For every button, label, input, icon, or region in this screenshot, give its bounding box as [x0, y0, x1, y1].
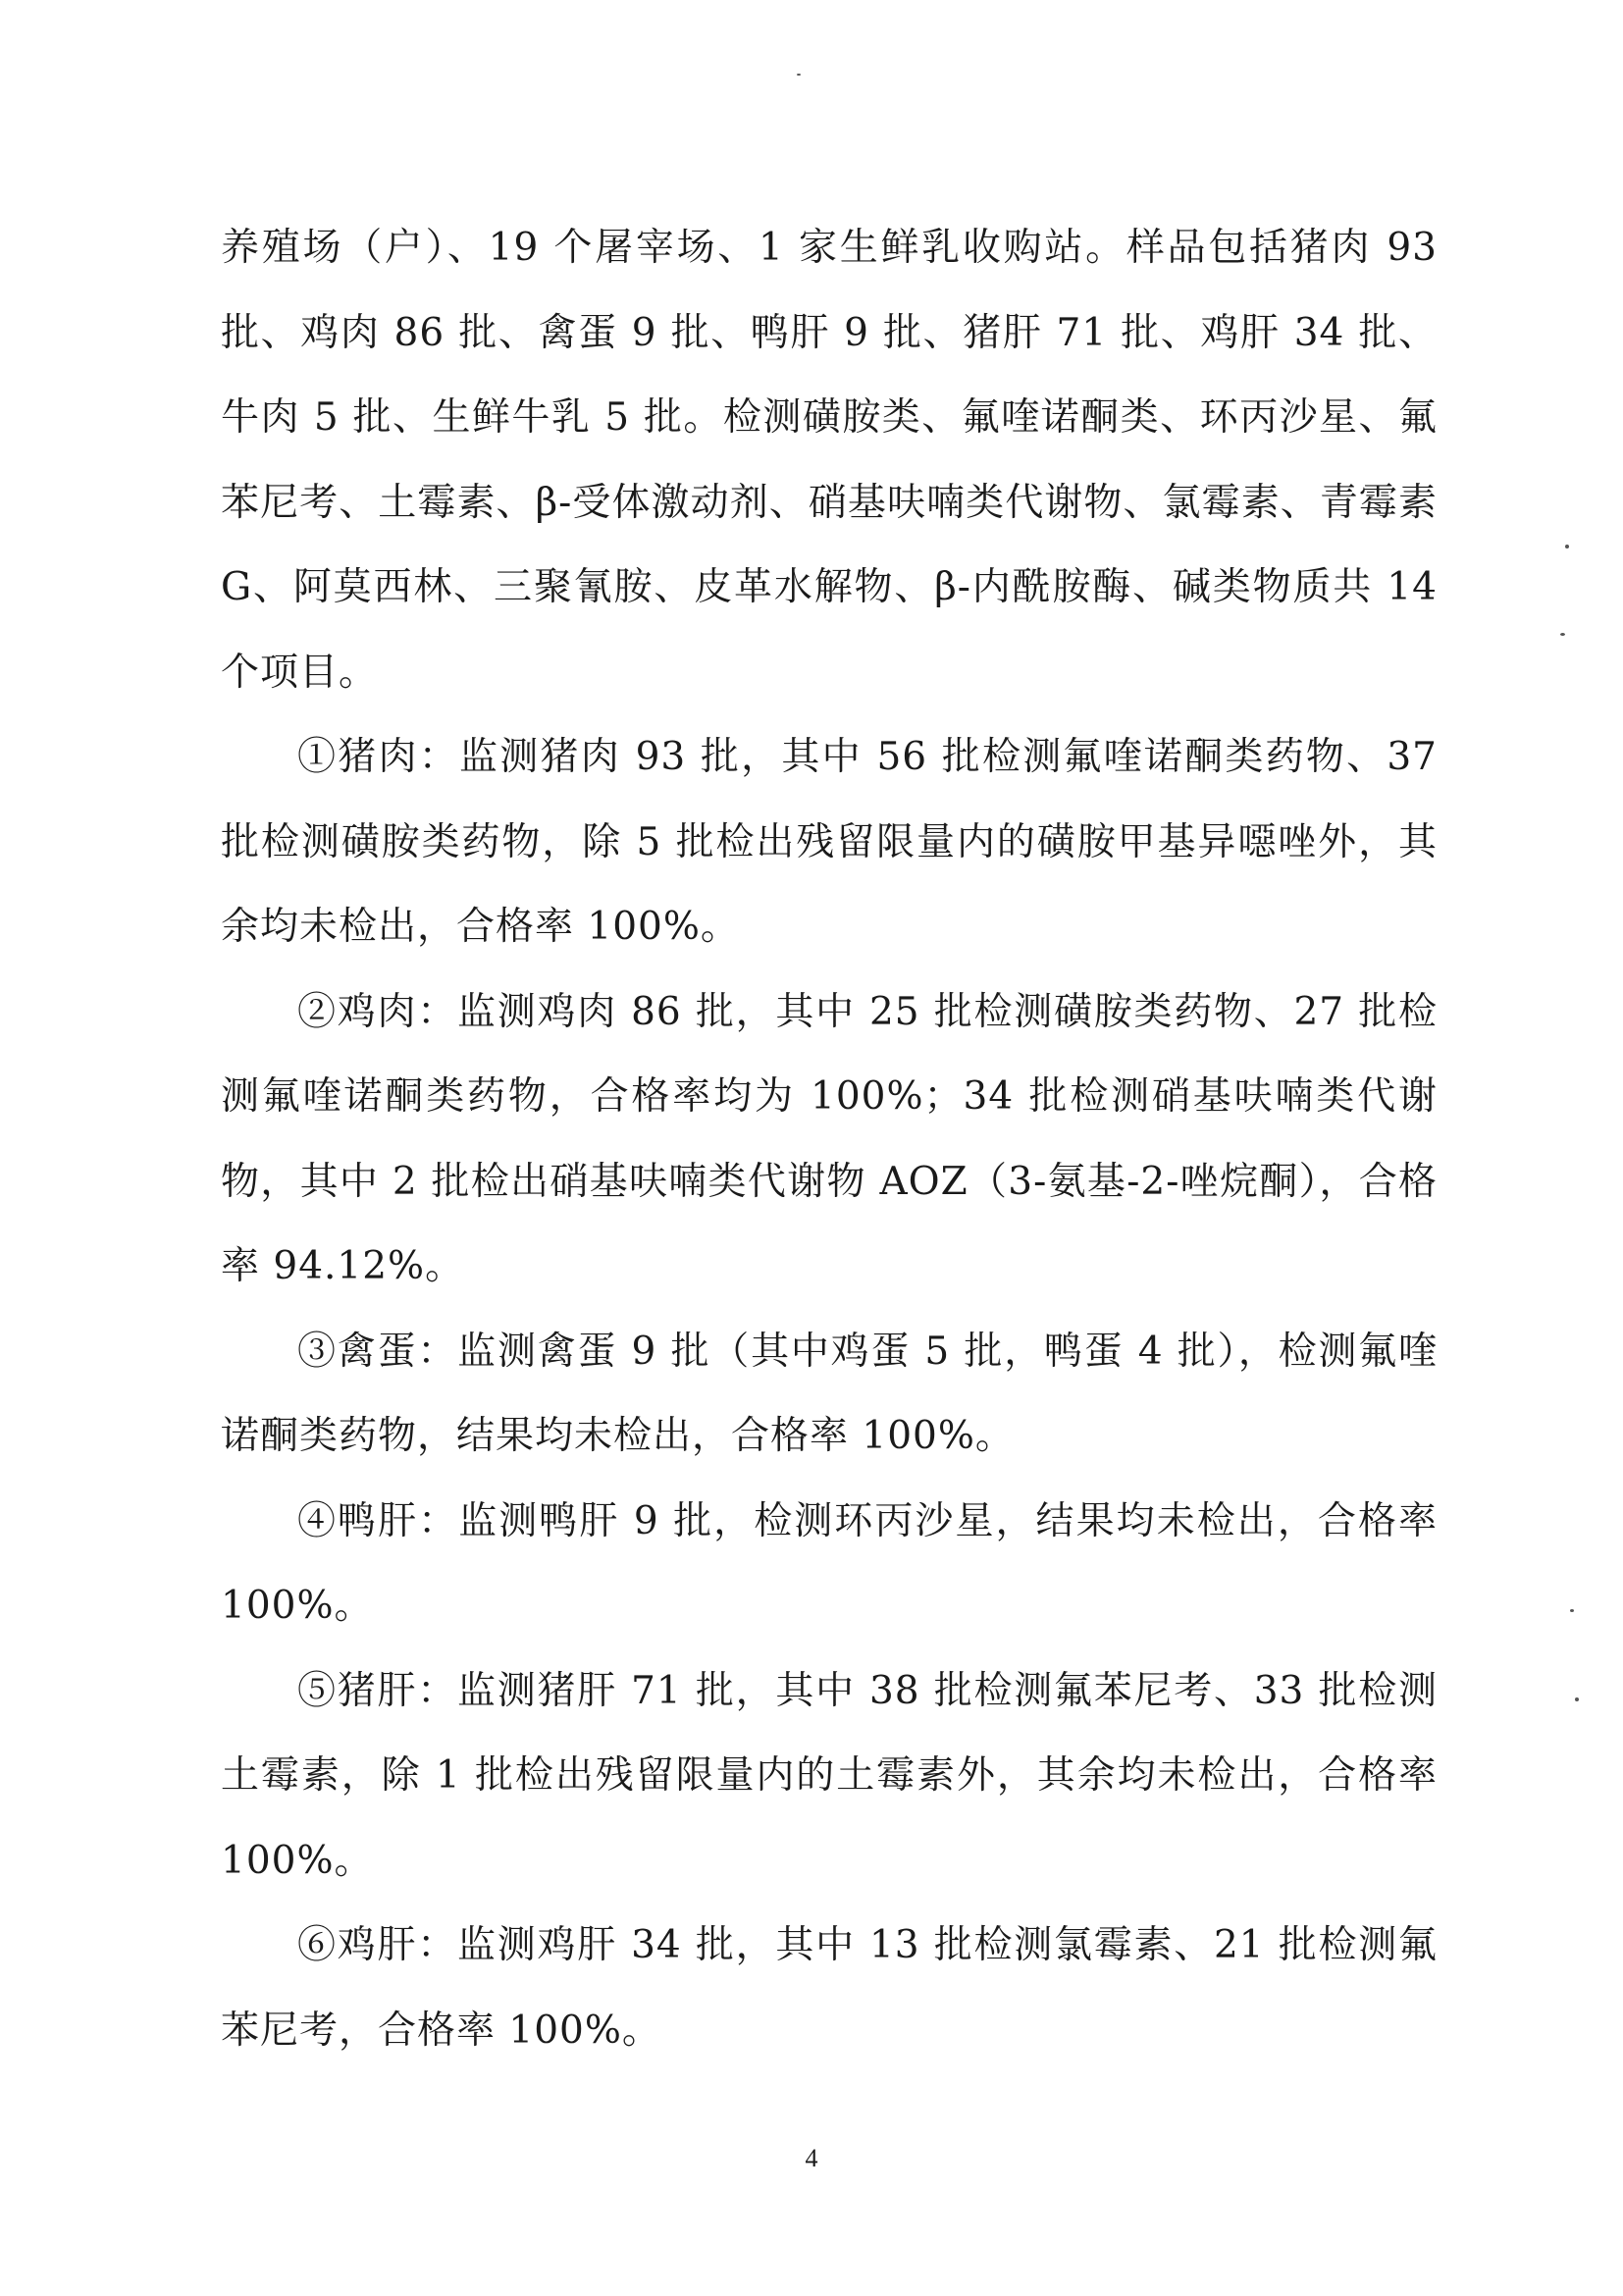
body-text: [221, 206, 1438, 2073]
scan-speck: [1570, 1609, 1574, 1612]
scan-speck: [1565, 545, 1569, 548]
page-number: 4: [805, 2144, 818, 2172]
scan-speck: [1560, 633, 1565, 636]
paragraph-pig-liver: ⑤猪肝：监测猪肝 71 批，其中 38 批检测氟苯尼考、33 批检测土霉素，除 1 批检出残留限量内的土霉素外，其余均未检出，合格率 100%。: [221, 1668, 1438, 1883]
paragraph-duck-liver: ④鸭肝：监测鸭肝 9 批，检测环丙沙星，结果均未检出，合格率 100%。: [221, 1498, 1438, 1628]
scan-speck: [1575, 1697, 1579, 1701]
paragraph-intro: 养殖场（户）、19 个屠宰场、1 家生鲜乳收购站。样品包括猪肉 93 批、鸡肉 86 批、禽蛋 9 批、鸭肝 9 批、猪肝 71 批、鸡肝 34 批、牛肉 5 批、生鲜牛乳 5 批。检测磺胺类、氟喹诺酮类、环丙沙星、氟苯尼考、土霉素、β-受体激动剂、硝基呋喃类代谢物、氯霉素、青霉素 G、阿莫西林、三聚氰胺、皮革水解物、β-内酰胺酶、碱类物质共 14 个项目。: [221, 226, 1438, 695]
paragraph-chicken: ②鸡肉：监测鸡肉 86 批，其中 25 批检测磺胺类药物、27 批检测氟喹诺酮类药物，合格率均为 100%；34 批检测硝基呋喃类代谢物，其中 2 批检出硝基呋喃类代谢物 AOZ（3-氨基-2-唑烷酮），合格率 94.12%。: [221, 989, 1438, 1288]
scan-speck: [797, 74, 801, 76]
paragraph-chicken-liver: ⑥鸡肝：监测鸡肝 34 批，其中 13 批检测氯霉素、21 批检测氟苯尼考，合格率 100%。: [221, 1923, 1438, 2053]
paragraph-pork: ①猪肉：监测猪肉 93 批，其中 56 批检测氟喹诺酮类药物、37 批检测磺胺类药物，除 5 批检出残留限量内的磺胺甲基异噁唑外，其余均未检出，合格率 100%。: [221, 735, 1438, 949]
paragraph-eggs: ③禽蛋：监测禽蛋 9 批（其中鸡蛋 5 批，鸭蛋 4 批），检测氟喹诺酮类药物，结果均未检出，合格率 100%。: [221, 1329, 1438, 1458]
